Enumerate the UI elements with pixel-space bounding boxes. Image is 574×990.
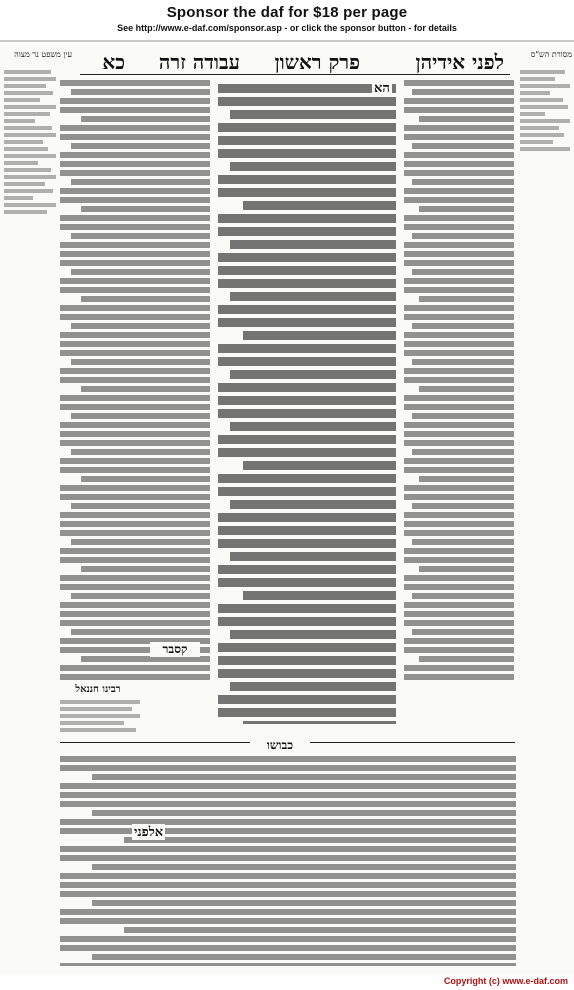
tosafot-dibur-alfanei: אלפני [134,825,164,840]
ein-mishpat-heading: עין משפט נר מצוה [14,50,72,59]
sponsor-title[interactable]: Sponsor the daf for $18 per page [166,4,408,21]
gemara-opening-word: הא [374,81,390,96]
talmud-page [0,44,574,974]
daf-number: כא [102,50,125,74]
mesoret-hashas-heading: מסורת הש"ס [530,50,572,59]
kivusho-heading: כבושו [250,738,310,753]
sponsor-subtitle[interactable]: See http://www.e-daf.com/sponsor.asp - or click the sponsor button - for details [117,23,457,33]
sponsor-banner[interactable] [0,0,574,42]
copyright-link[interactable]: Copyright (c) www.e-daf.com [443,976,568,986]
rashi-column [404,80,514,680]
rabbeinu-chananel-heading: רבינו חננאל [58,684,138,695]
ein-mishpat-column [4,70,56,430]
page-footer [0,974,574,990]
lower-commentary [60,756,516,966]
page-header [80,48,510,75]
tractate-name: עבודה זרה [158,50,240,74]
mesoret-column [520,70,570,950]
perek-name: לפני אידיהן [415,50,504,74]
rabbeinu-chananel-column [60,700,140,742]
gemara-column [218,84,396,724]
kaftor-heading: קסבר [150,642,200,657]
tosafot-column [60,80,210,680]
chapter-label: פרק ראשון [274,50,360,74]
